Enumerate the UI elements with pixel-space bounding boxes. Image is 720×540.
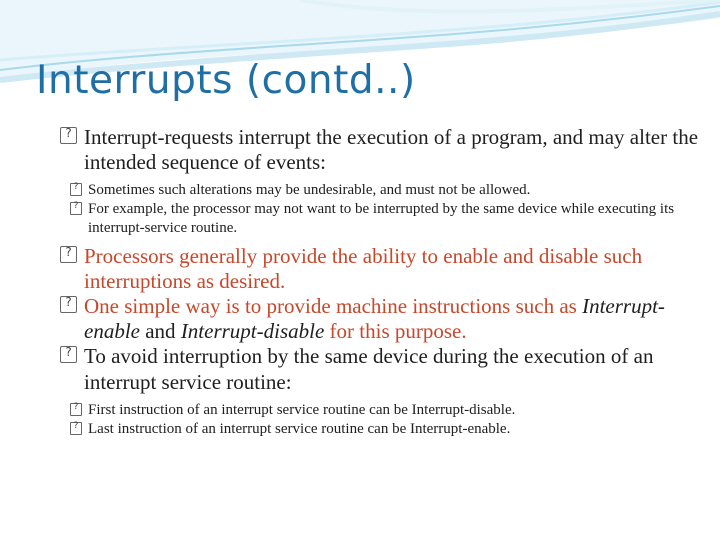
bullet-processors-enable-disable: ? Processors generally provide the ability to enable and disable such interruptions as desired. xyxy=(60,244,700,294)
sub-bullet-item: ? Last instruction of an interrupt service routine can be Interrupt-enable. xyxy=(60,420,700,439)
bullet-icon xyxy=(60,346,77,363)
bullet-avoid-interruption: ? To avoid interruption by the same device during the execution of an interrupt service routine: xyxy=(60,344,700,394)
sub-bullet-item: ? For example, the processor may not want to be interrupted by the same device while executing its interrupt-service routine. xyxy=(60,200,700,238)
interrupt-enable-term: Interrupt-enable xyxy=(84,294,665,344)
sub-bullet-list-2 xyxy=(60,401,700,439)
bullet-icon xyxy=(60,296,77,313)
sub-bullet-icon xyxy=(70,422,82,435)
sub-bullet-icon xyxy=(70,183,82,196)
sub-bullet-icon xyxy=(70,403,82,416)
bullet-icon xyxy=(60,127,77,144)
bullet-icon xyxy=(60,246,77,263)
sub-bullet-icon xyxy=(70,202,82,215)
interrupt-disable-term: Interrupt-disable xyxy=(180,319,325,344)
slide-content xyxy=(60,125,700,444)
sub-bullet-item: ? First instruction of an interrupt service routine can be Interrupt-disable. xyxy=(60,401,700,420)
bullet-interrupt-requests: ? Interrupt-requests interrupt the execution of a program, and may alter the intended sequence of events: xyxy=(60,125,700,175)
slide-title: Interrupts (contd..) xyxy=(36,58,416,103)
sub-bullet-list-1 xyxy=(60,181,700,237)
bullet-machine-instructions: ? One simple way is to provide machine instructions such as Interrupt-enable and Interrupt-disable for this purpose. xyxy=(60,294,700,344)
sub-bullet-item: ? Sometimes such alterations may be undesirable, and must not be allowed. xyxy=(60,181,700,200)
